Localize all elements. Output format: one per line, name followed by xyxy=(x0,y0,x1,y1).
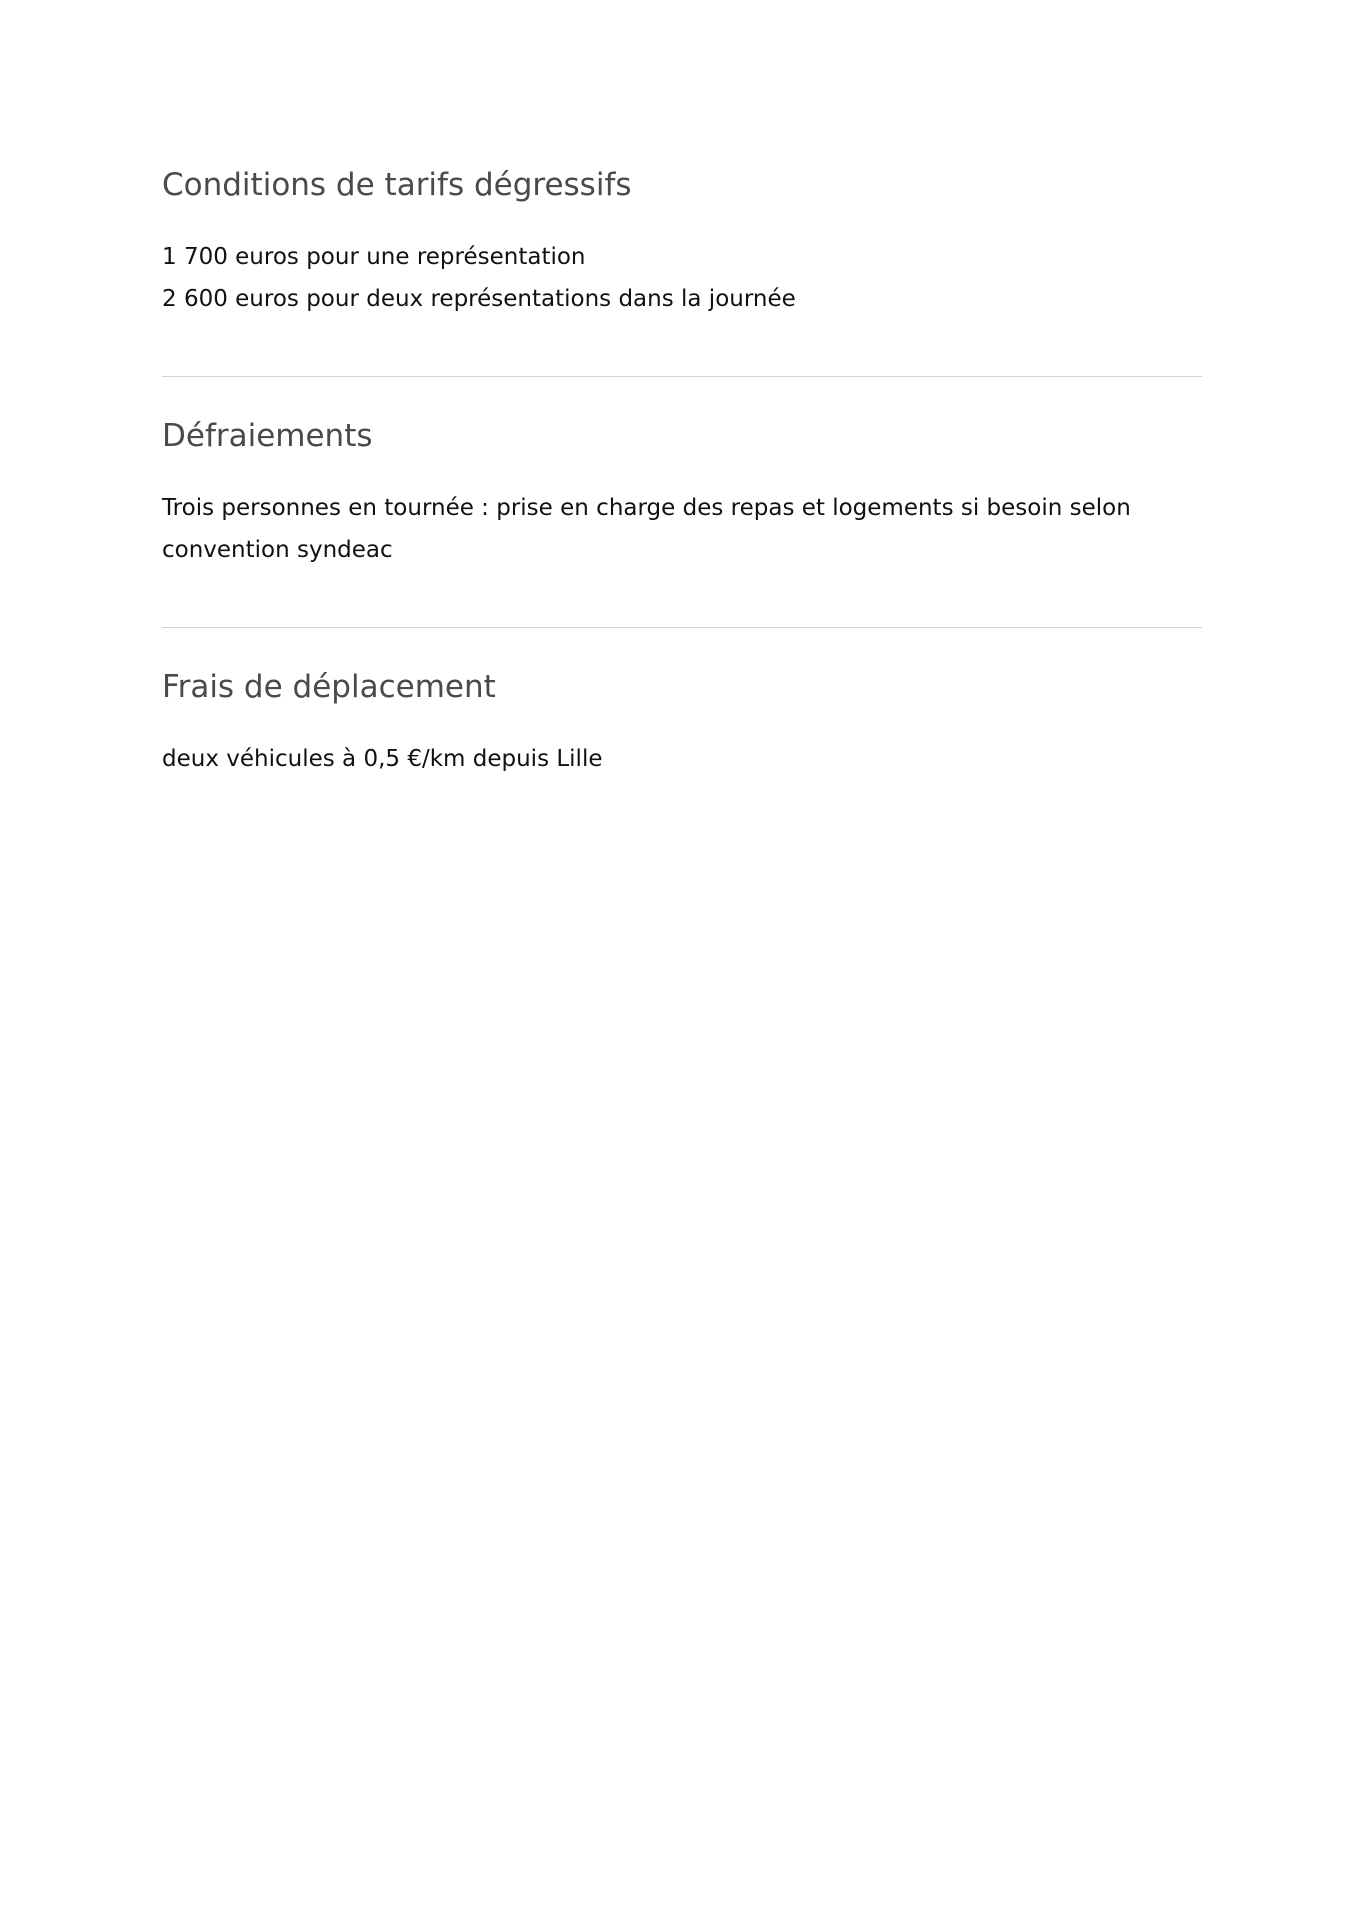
section-divider xyxy=(162,627,1202,628)
section-body xyxy=(162,236,1202,320)
tarif-line-two: 2 600 euros pour deux représentations dans la journée xyxy=(162,286,796,312)
section-body xyxy=(162,487,1202,571)
section-defraiements xyxy=(162,411,1202,571)
defraiements-text: Trois personnes en tournée : prise en charge des repas et logements si besoin selon convention syndeac xyxy=(162,495,1131,563)
section-title: Conditions de tarifs dégressifs xyxy=(162,167,632,203)
section-frais-deplacement xyxy=(162,662,1202,780)
section-tarifs-degressifs xyxy=(162,160,1202,320)
document-content xyxy=(162,160,1202,780)
section-body xyxy=(162,738,1202,780)
section-title: Frais de déplacement xyxy=(162,669,496,705)
tarif-line-one: 1 700 euros pour une représentation xyxy=(162,244,586,270)
section-divider xyxy=(162,376,1202,377)
section-title: Défraiements xyxy=(162,418,373,454)
deplacement-text: deux véhicules à 0,5 €/km depuis Lille xyxy=(162,746,603,772)
